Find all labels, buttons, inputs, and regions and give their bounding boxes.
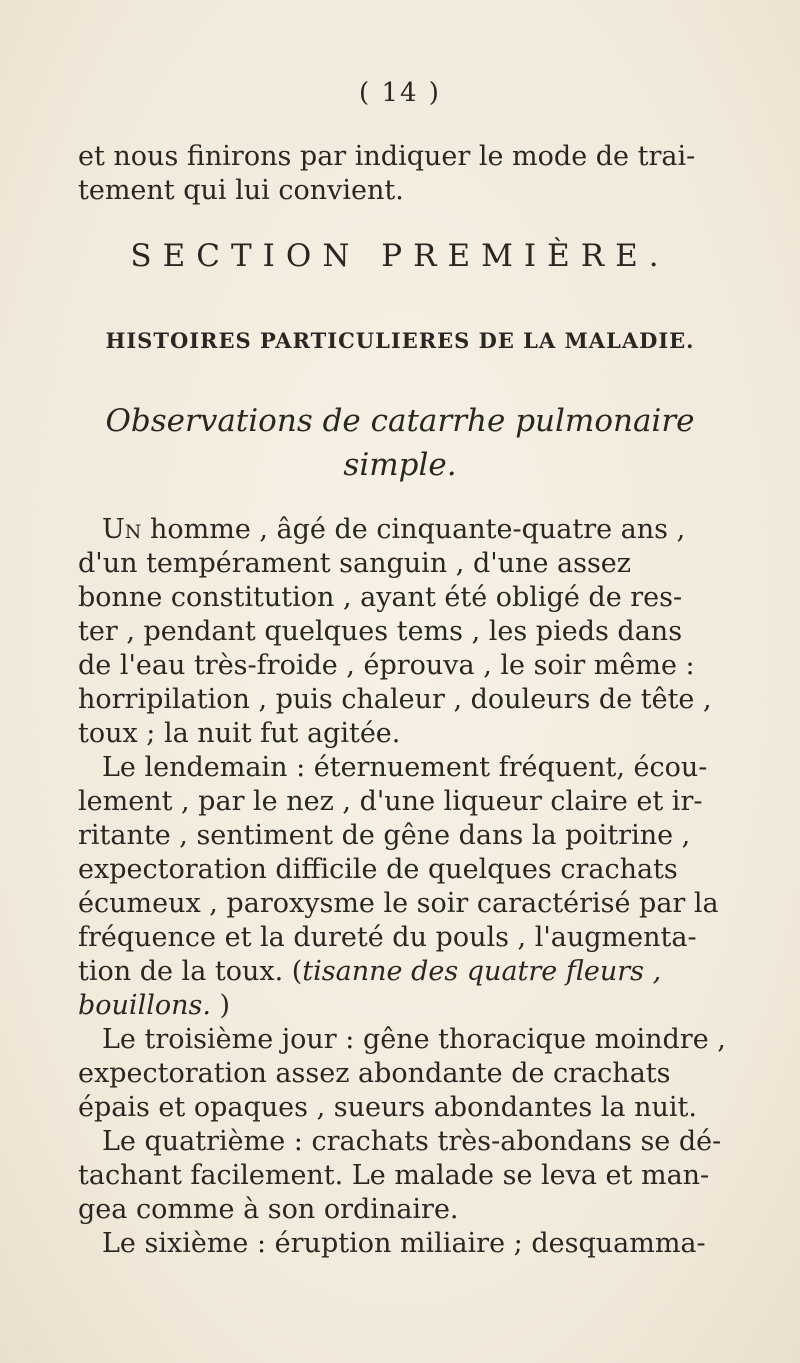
- paragraph-2-line-5: écumeux , paroxysme le soir caractérisé par la: [78, 888, 719, 919]
- paragraph-4-line-2: tachant facilement. Le malade se leva et man-: [78, 1160, 710, 1191]
- section-title: SECTION PREMIÈRE.: [130, 238, 670, 274]
- drop-word: Un: [102, 514, 142, 545]
- paragraph-2-line-2: lement , par le nez , d'une liqueur claire et ir-: [78, 786, 703, 817]
- paragraph-2-line-4: expectoration difficile de quelques crachats: [78, 854, 678, 885]
- paragraph-5-line-1: Le sixième : éruption miliaire ; desquamma-: [102, 1228, 706, 1259]
- paragraph-2-line-8: [78, 989, 230, 1023]
- paragraph-1-line-7: toux ; la nuit fut agitée.: [78, 718, 401, 749]
- observation-title-line-2: simple.: [343, 447, 457, 483]
- intro-line-1: et nous finirons par indiquer le mode de trai-: [78, 141, 696, 172]
- observation-title-line-1: Observations de catarrhe pulmonaire: [105, 403, 695, 439]
- paragraph-1-line-5: de l'eau très-froide , éprouva , le soir même :: [78, 650, 695, 681]
- paragraph-3-line-2: expectoration assez abondante de crachats: [78, 1058, 671, 1089]
- paragraph-1-line-3: bonne constitution , ayant été obligé de res-: [78, 582, 683, 613]
- section-subheading: HISTOIRES PARTICULIERES DE LA MALADIE.: [105, 328, 695, 353]
- paragraph-1-line-2: d'un tempérament sanguin , d'une assez: [78, 548, 632, 579]
- prescription-text-end: bouillons.: [78, 990, 211, 1021]
- closing-paren: ): [210, 990, 231, 1021]
- paragraph-3-line-3: épais et opaques , sueurs abondantes la nuit.: [78, 1092, 697, 1123]
- paragraph-3-line-1: Le troisième jour : gêne thoracique moindre ,: [102, 1024, 726, 1055]
- paragraph-2-line-3: ritante , sentiment de gêne dans la poitrine ,: [78, 820, 691, 851]
- paragraph-4-line-3: gea comme à son ordinaire.: [78, 1194, 459, 1225]
- paragraph-2-line-1: Le lendemain : éternuement fréquent, écou-: [102, 752, 708, 783]
- paragraph-2-line-7-text: tion de la toux. (: [78, 956, 303, 987]
- intro-line-2: tement qui lui convient.: [78, 175, 404, 206]
- paragraph-1-line-6: horripilation , puis chaleur , douleurs de tête ,: [78, 684, 712, 715]
- paragraph-1-line-1: [102, 513, 685, 547]
- paragraph-1-line-4: ter , pendant quelques tems , les pieds dans: [78, 616, 683, 647]
- page-number: ( 14 ): [359, 78, 441, 108]
- prescription-text: tisanne des quatre fleurs ,: [302, 956, 662, 987]
- paragraph-2-line-7: [78, 955, 661, 989]
- paragraph-4-line-1: Le quatrième : crachats très-abondans se dé-: [102, 1126, 722, 1157]
- paragraph-2-line-6: fréquence et la dureté du pouls , l'augmenta-: [78, 922, 697, 953]
- paragraph-1-line-1-text: homme , âgé de cinquante-quatre ans ,: [141, 514, 686, 545]
